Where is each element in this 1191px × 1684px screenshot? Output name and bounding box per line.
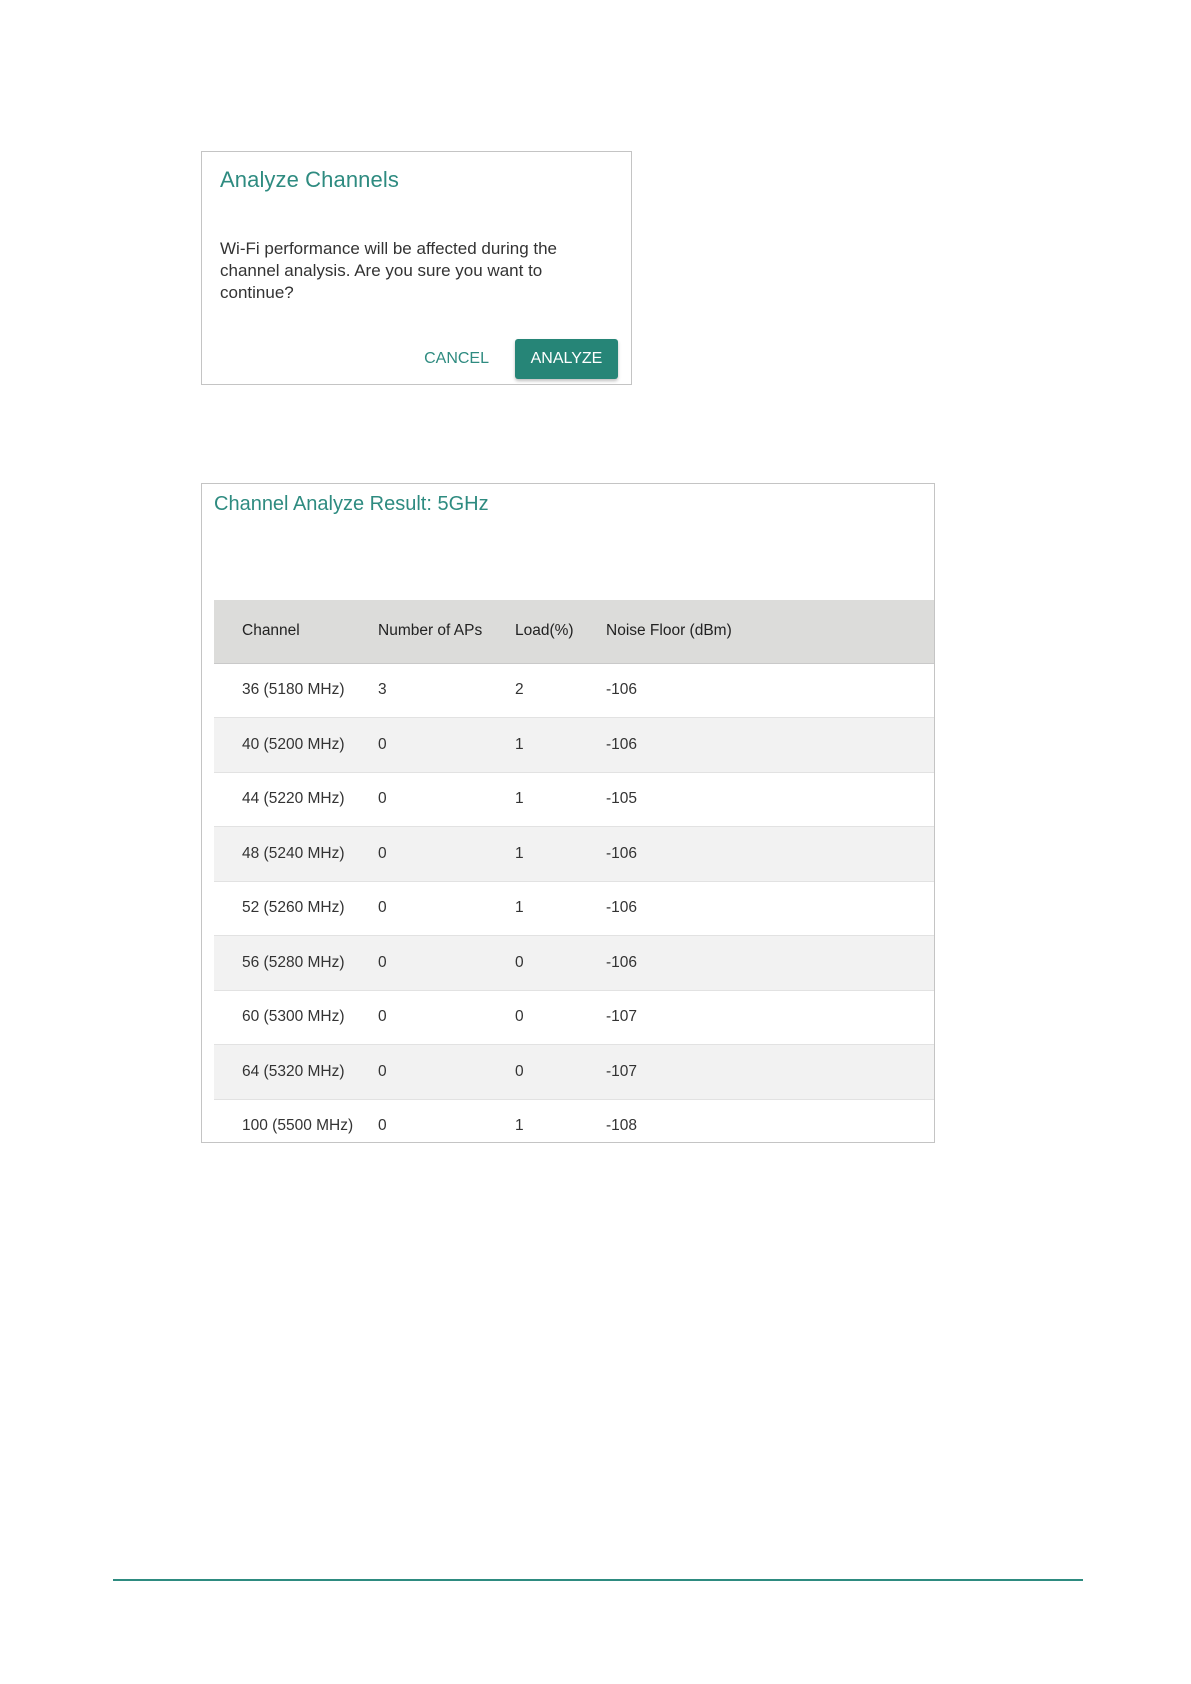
cell-noise: -106 [606,681,638,699]
analyze-button[interactable]: ANALYZE [515,339,618,379]
cell-aps: 0 [378,1117,387,1135]
cell-load: 2 [515,681,524,699]
table-row [214,827,934,882]
table-row [214,1099,934,1142]
cell-load: 1 [515,899,524,917]
cell-noise: -106 [606,953,638,971]
column-header-load[interactable]: Load(%) [515,600,606,663]
cell-load: 1 [515,1117,524,1135]
cell-channel: 48 (5240 MHz) [242,844,345,862]
table-row [214,881,934,936]
table-row [214,990,934,1045]
cancel-button[interactable]: CANCEL [414,339,499,379]
cell-noise: -106 [606,735,638,753]
cell-channel: 56 (5280 MHz) [242,953,345,971]
cell-channel: 100 (5500 MHz) [242,1117,354,1135]
table-row [214,936,934,991]
cell-aps: 0 [378,1008,387,1026]
cell-channel: 40 (5200 MHz) [242,735,345,753]
cell-channel: 64 (5320 MHz) [242,1062,345,1080]
cell-aps: 0 [378,790,387,808]
table-row [214,718,934,773]
column-header-aps[interactable]: Number of APs [378,600,515,663]
cell-load: 1 [515,735,524,753]
cell-aps: 3 [378,681,387,699]
footer-divider [113,1579,1083,1581]
cell-channel: 60 (5300 MHz) [242,1008,345,1026]
results-table-scroll[interactable] [214,600,934,1142]
results-table [214,600,934,1142]
cell-load: 0 [515,953,524,971]
cell-channel: 36 (5180 MHz) [242,681,345,699]
cell-aps: 0 [378,1062,387,1080]
cell-noise: -107 [606,1062,638,1080]
table-header-row [214,600,934,663]
cell-noise: -107 [606,1008,638,1026]
cell-aps: 0 [378,844,387,862]
table-row [214,772,934,827]
cell-noise: -106 [606,899,638,917]
cell-aps: 0 [378,735,387,753]
results-title: Channel Analyze Result: 5GHz [214,493,489,515]
dialog-title: Analyze Channels [220,167,399,192]
cell-load: 0 [515,1062,524,1080]
table-row [214,1045,934,1100]
column-header-noise[interactable]: Noise Floor (dBm) [606,600,934,663]
cell-load: 1 [515,790,524,808]
table-row [214,663,934,718]
cell-noise: -105 [606,790,638,808]
dialog-actions [414,339,618,379]
dialog-message: Wi-Fi performance will be affected during the channel analysis. Are you sure you want to continue? [220,239,558,302]
cell-noise: -108 [606,1117,638,1135]
cell-aps: 0 [378,899,387,917]
analyze-channels-dialog [201,151,632,385]
column-header-channel[interactable]: Channel [214,600,378,663]
cell-noise: -106 [606,844,638,862]
cell-channel: 52 (5260 MHz) [242,899,345,917]
cell-load: 0 [515,1008,524,1026]
cell-channel: 44 (5220 MHz) [242,790,345,808]
cell-aps: 0 [378,953,387,971]
cell-load: 1 [515,844,524,862]
channel-analyze-result-panel [201,483,935,1143]
